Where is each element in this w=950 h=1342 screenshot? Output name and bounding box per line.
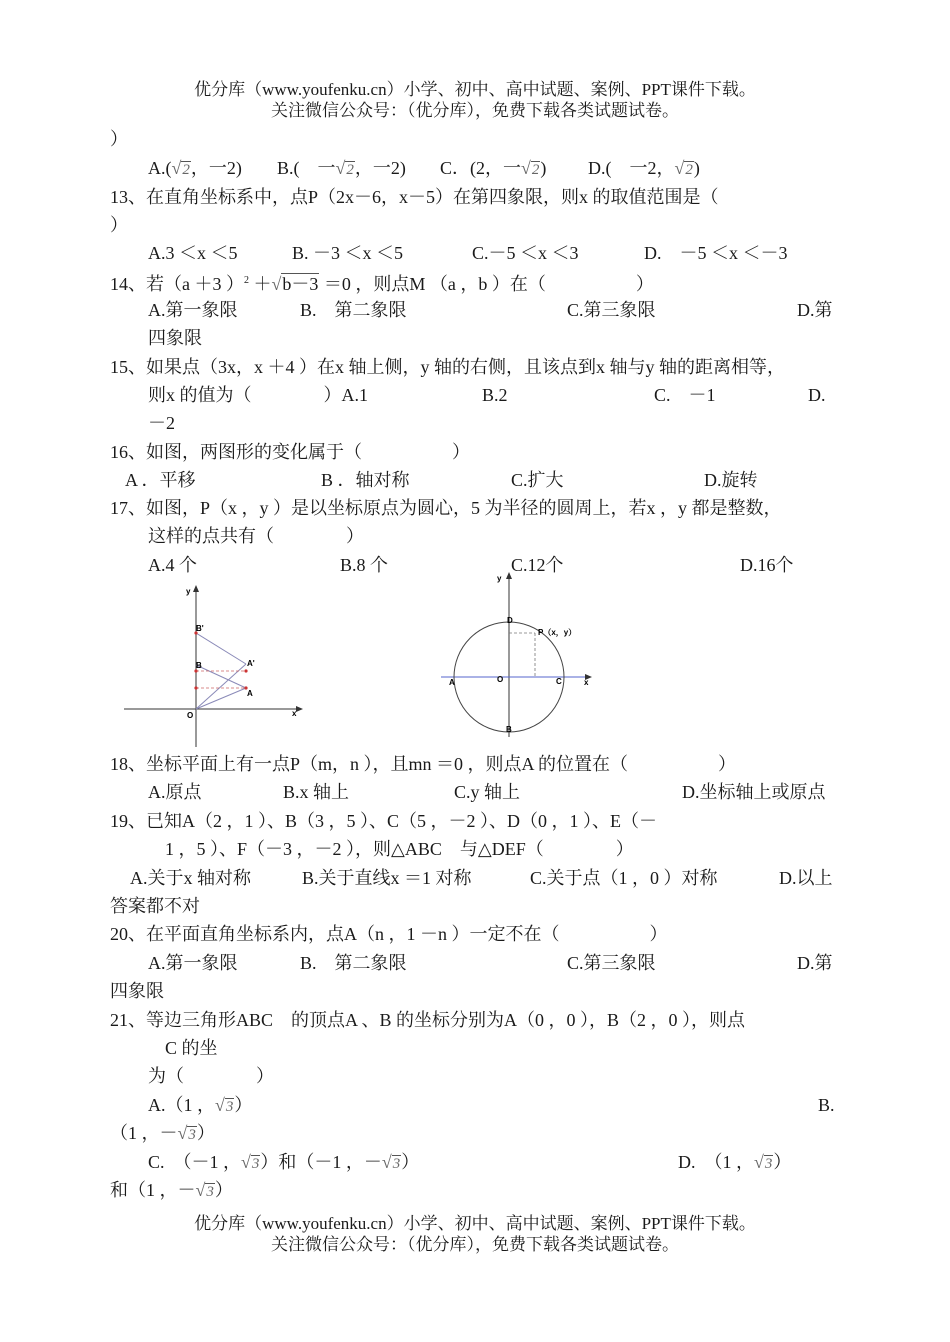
fig1-point-mid <box>194 686 197 689</box>
q21-option-b-continuation <box>110 1121 215 1147</box>
q21-line3: 为（ ） <box>148 1066 274 1086</box>
q15-option-d: D. <box>808 385 826 405</box>
fig2-label-x: x <box>584 678 589 687</box>
q21-stem: 21、等边三角形ABC 的顶点A 、B 的坐标分别为A（0 ，0 ），B（2 ，0 ），则点 <box>110 1010 746 1030</box>
fig1-label-a1: A' <box>247 659 255 668</box>
fig2-label-p: P（x，y） <box>538 628 577 637</box>
q14-sqrt: √b－3 <box>271 274 319 294</box>
q21-b-prefix: （1 ，－ <box>110 1123 178 1143</box>
q12-a-suffix: ，一2) <box>190 158 242 178</box>
q21-a-sqrt: √3 <box>215 1095 234 1115</box>
fig1-y-arrow <box>193 585 199 592</box>
q13-option-d: D. －5 ＜x ＜－3 <box>644 243 788 263</box>
q18-option-c: C.y 轴上 <box>454 782 521 802</box>
q12-a-radicand: 2 <box>182 162 190 178</box>
q14-radicand: b－3 <box>282 274 319 294</box>
q14-option-a: A.第一象限 <box>148 300 238 320</box>
q12-continuation: ） <box>110 129 128 149</box>
q17-option-a: A.4 个 <box>148 555 197 575</box>
q16-option-c: C.扩大 <box>511 470 564 490</box>
q19-option-c: C.关于点（1 ，0 ）对称 <box>530 868 718 888</box>
q12-b-sqrt: √2 <box>335 158 354 178</box>
q17-option-c: C.12个 <box>511 555 564 575</box>
q19-stem: 19、已知A（2 ，1 ）、B（3 ，5 ）、C（5 ，－2 ）、D（0 ，1 ）、E（－ <box>110 811 658 831</box>
figure-transformation-diagram <box>120 582 310 752</box>
q19-line2: 1 ，5 ）、F（－3 ，－2 ），则△ABC 与△DEF（ ） <box>165 839 634 859</box>
q21-d-cont-suffix: ） <box>214 1180 233 1200</box>
q21-option-c <box>148 1150 419 1176</box>
q21-d-cont-sqrt: √3 <box>195 1180 214 1200</box>
fig1-segment-b-a <box>196 665 246 688</box>
q12-b-radicand: 2 <box>346 162 354 178</box>
fig1-segment-b1-a1 <box>196 633 246 664</box>
q21-d-suffix: ） <box>773 1152 792 1172</box>
q21-d-radicand: 3 <box>764 1156 773 1172</box>
q14-stem-suffix: ＝0 ，则点M （a ，b ）在（ ） <box>323 274 654 294</box>
fig1-x-arrow <box>296 706 303 712</box>
fig2-y-arrow <box>506 572 512 579</box>
q13-stem: 13、在直角坐标系中，点P（2x－6，x－5）在第四象限，则x 的取值范围是（ <box>110 187 719 207</box>
q17-option-b: B.8 个 <box>340 555 389 575</box>
fig1-label-b1: B' <box>196 624 204 633</box>
q20-option-b: B. 第二象限 <box>300 953 407 973</box>
q16-option-b: B ．轴对称 <box>321 470 410 490</box>
q21-line2: C 的坐 <box>165 1038 218 1058</box>
fig1-label-x: x <box>292 709 297 718</box>
q14-stem-prefix: 14、若（a ＋3 ） <box>110 274 244 294</box>
q12-option-c <box>440 156 546 182</box>
fig2-label-o: O <box>497 675 504 684</box>
q21-option-a <box>148 1093 252 1119</box>
q21-c-sqrt2: √3 <box>381 1152 401 1172</box>
q21-option-d <box>678 1150 791 1176</box>
q21-d-prefix: D. （1 ， <box>678 1152 754 1172</box>
q18-option-b: B.x 轴上 <box>283 782 350 802</box>
q12-d-radicand: 2 <box>685 162 693 178</box>
q21-a-radicand: 3 <box>225 1099 234 1115</box>
fig1-segment-o-a <box>196 688 246 709</box>
q20-option-c: C.第三象限 <box>567 953 656 973</box>
q21-c-sqrt: √3 <box>241 1152 260 1172</box>
q18-stem: 18、坐标平面上有一点P（m，n ），且mn ＝0 ，则点A 的位置在（ ） <box>110 754 737 774</box>
q21-b-sqrt: √3 <box>177 1123 196 1143</box>
q21-a-prefix: A.（1 ， <box>148 1095 215 1115</box>
q18-option-a: A.原点 <box>148 782 202 802</box>
q21-c-radicand: 3 <box>251 1156 260 1172</box>
figure-circle-diagram <box>435 567 600 745</box>
q12-d-suffix: ) <box>693 158 700 178</box>
fig1-point-a1 <box>244 669 247 672</box>
q12-option-a <box>148 156 242 182</box>
q12-d-sqrt: √2 <box>674 158 693 178</box>
q12-c-suffix: ) <box>540 158 547 178</box>
q12-c-prefix: C．(2，一 <box>440 158 521 178</box>
q12-b-suffix: ，一2) <box>354 158 406 178</box>
q17-line2: 这样的点共有（ ） <box>148 526 364 546</box>
q13-continuation: ） <box>110 215 128 235</box>
q21-c-prefix: C. （－1 ， <box>148 1152 242 1172</box>
q21-b-radicand: 3 <box>188 1127 196 1143</box>
q12-a-sqrt: √2 <box>171 158 190 178</box>
fig2-label-y: y <box>497 574 502 583</box>
q21-option-d-continuation <box>110 1178 233 1204</box>
q12-d-prefix: D.( 一2， <box>588 158 675 178</box>
q20-continuation: 四象限 <box>110 981 164 1001</box>
q14-plus-sign: ＋ <box>253 274 272 294</box>
q20-stem: 20、在平面直角坐标系内，点A（n ，1 －n ）一定不在（ ） <box>110 924 668 944</box>
q21-a-suffix: ） <box>234 1095 253 1115</box>
q21-d-sqrt: √3 <box>754 1152 773 1172</box>
fig2-label-a: A <box>449 678 455 687</box>
q21-b-suffix: ） <box>196 1123 215 1143</box>
q13-option-b: B. －3 ＜x ＜5 <box>292 243 404 263</box>
q21-c-middle: ）和（－1 ，－ <box>260 1152 382 1172</box>
q20-option-a: A.第一象限 <box>148 953 238 973</box>
fig2-label-c: C <box>556 677 562 686</box>
q15-option-c: C. －1 <box>654 385 716 405</box>
q21-c-radicand2: 3 <box>392 1156 401 1172</box>
page-footer-line2: 关注微信公众号：（优分库），免费下载各类试题试卷。 <box>271 1235 679 1254</box>
q13-option-c: C.－5 ＜x ＜3 <box>472 243 579 263</box>
q19-option-d: D.以上 <box>779 868 833 888</box>
q16-option-d: D.旋转 <box>704 470 758 490</box>
q14-option-d: D.第 <box>797 300 833 320</box>
q12-b-prefix: B.( 一 <box>277 158 336 178</box>
q19-option-a: A.关于x 轴对称 <box>130 868 251 888</box>
q17-stem: 17、如图，P（x ，y ）是以坐标原点为圆心，5 为半径的圆周上，若x ，y 都是整数， <box>110 498 782 518</box>
q15-stem: 15、如果点（3x，x ＋4 ）在x 轴上侧，y 轴的右侧，且该点到x 轴与y 轴的距离相等， <box>110 357 785 377</box>
q19-option-b: B.关于直线x ＝1 对称 <box>302 868 472 888</box>
q19-continuation: 答案都不对 <box>110 896 200 916</box>
q12-option-b <box>277 156 406 182</box>
q13-option-a: A.3 ＜x ＜5 <box>148 243 238 263</box>
fig1-label-y: y <box>186 587 191 596</box>
q15-option-b: B.2 <box>482 385 508 405</box>
q14-exponent: 2 <box>244 275 249 286</box>
fig1-label-a: A <box>247 689 253 698</box>
q16-stem: 16、如图，两图形的变化属于（ ） <box>110 442 470 462</box>
fig2-label-d: D <box>507 616 513 625</box>
q12-a-prefix: A.( <box>148 158 172 178</box>
q21-d-cont-prefix: 和（1 ，－ <box>110 1180 196 1200</box>
q15-continuation: －2 <box>148 413 175 433</box>
q12-c-sqrt: √2 <box>521 158 540 178</box>
q12-option-d <box>588 156 700 182</box>
fig1-label-o: O <box>187 711 194 720</box>
page-footer-line1: 优分库（www.youfenku.cn）小学、初中、高中试题、案例、PPT课件下载。 <box>194 1214 756 1233</box>
q16-option-a: A ．平移 <box>125 470 196 490</box>
q15-line2-option-a: 则x 的值为（ ）A.1 <box>148 385 368 405</box>
q14-option-b: B. 第二象限 <box>300 300 407 320</box>
page-header-line1: 优分库（www.youfenku.cn）小学、初中、高中试题、案例、PPT课件下载。 <box>194 80 756 99</box>
page-header-line2: 关注微信公众号：（优分库），免费下载各类试题试卷。 <box>271 101 679 120</box>
q18-option-d: D.坐标轴上或原点 <box>682 782 826 802</box>
q21-c-suffix: ） <box>401 1152 420 1172</box>
q12-c-radicand: 2 <box>531 162 540 178</box>
q14-stem <box>110 269 654 296</box>
q14-option-c: C.第三象限 <box>567 300 656 320</box>
fig2-label-b: B <box>506 725 512 734</box>
fig1-label-b: B <box>196 661 202 670</box>
q21-d-cont-radicand: 3 <box>206 1184 214 1200</box>
q17-option-d: D.16个 <box>740 555 794 575</box>
q21-option-b: B. <box>818 1095 835 1115</box>
q20-option-d: D.第 <box>797 953 833 973</box>
q14-continuation: 四象限 <box>148 328 202 348</box>
